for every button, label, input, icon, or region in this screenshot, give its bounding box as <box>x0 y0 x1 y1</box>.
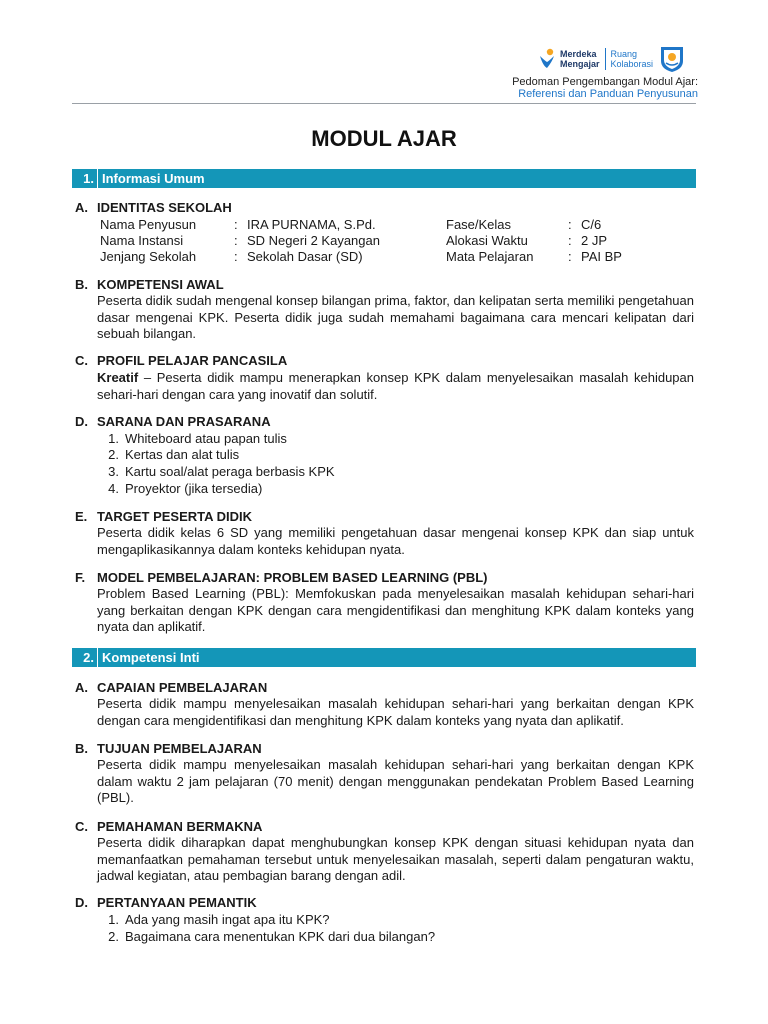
field-label: Alokasi Waktu <box>446 233 528 248</box>
list-number: 4. <box>108 481 119 496</box>
ministry-crest-icon <box>659 45 685 73</box>
field-label: Nama Instansi <box>100 233 184 248</box>
list-item: Kartu soal/alat peraga berbasis KPK <box>125 464 335 479</box>
paragraph-profil-pelajar: Kreatif – Peserta didik mampu menerapkan konsep KPK dalam menyelesaikan masalah kehidupan sehari-hari dengan cara yang inovatif dan solutif. <box>97 370 694 402</box>
field-label: Jenjang Sekolah <box>100 249 197 264</box>
list-number: 2. <box>108 929 119 944</box>
field-value: Sekolah Dasar (SD) <box>247 249 363 264</box>
list-item: Ada yang masih ingat apa itu KPK? <box>125 912 330 927</box>
page-title: MODUL AJAR <box>311 126 457 151</box>
field-colon: : <box>234 249 238 264</box>
paragraph-kompetensi-awal: Peserta didik sudah mengenal konsep bilangan prima, faktor, dan kelipatan serta memiliki pengetahuan dasar mengenai KPK. Peserta didik juga sudah memahami bagaimana cara mencari kelipatan dari sebuah bilangan. <box>97 293 694 341</box>
field-value: 2 JP <box>581 233 608 248</box>
header-subtitle-2: Referensi dan Panduan Penyusunan <box>518 88 698 100</box>
item-letter: A. <box>75 680 88 695</box>
heading-tujuan: TUJUAN PEMBELAJARAN <box>97 741 262 756</box>
item-letter: B. <box>75 741 88 756</box>
field-colon: : <box>568 249 572 264</box>
list-number: 3. <box>108 464 119 479</box>
bold-term: Kreatif <box>97 370 139 385</box>
list-number: 2. <box>108 447 119 462</box>
section-bar-kompetensi-inti: 2. Kompetensi Inti <box>72 648 696 667</box>
header-divider <box>72 103 696 104</box>
list-number: 1. <box>108 431 119 446</box>
paragraph-model-pembelajaran: Problem Based Learning (PBL): Memfokuskan pada menyelesaikan masalah kehidupan sehari-hari yang berkaitan dengan KPK dengan cara mengidentifikasi dan menghitung KPK dalam konteks yang nyata dan aplikatif. <box>97 586 694 634</box>
header-logo <box>538 44 685 74</box>
item-letter: E. <box>75 509 88 524</box>
field-label: Nama Penyusun <box>100 217 197 232</box>
list-number: 1. <box>108 912 119 927</box>
field-colon: : <box>234 217 238 232</box>
list-item: Proyektor (jika tersedia) <box>125 481 263 496</box>
field-colon: : <box>568 217 572 232</box>
item-letter: C. <box>75 353 88 368</box>
field-value: C/6 <box>581 217 602 232</box>
item-letter: C. <box>75 819 88 834</box>
heading-target-peserta: TARGET PESERTA DIDIK <box>97 509 253 524</box>
heading-sarana: SARANA DAN PRASARANA <box>97 414 271 429</box>
field-colon: : <box>234 233 238 248</box>
heading-pertanyaan-pemantik: PERTANYAAN PEMANTIK <box>97 895 257 910</box>
header-subtitle: Pedoman Pengembangan Modul Ajar: <box>512 76 698 88</box>
paragraph-capaian: Peserta didik mampu menyelesaikan masalah kehidupan sehari-hari yang berkaitan dengan KPK dengan cara mengidentifikasi dan menghitung KPK dalam konteks yang nyata dan aplikatif. <box>97 696 694 728</box>
paragraph-pemahaman: Peserta didik diharapkan dapat menghubungkan konsep KPK dengan situasi kehidupan nyata dan memanfaatkan pemahaman tersebut untuk menyelesaikan masalah, seperti dalam pengaturan waktu, jadwal kegiatan, atau pembagian barang dengan adil. <box>97 835 694 883</box>
item-letter: D. <box>75 414 88 429</box>
field-value: SD Negeri 2 Kayangan <box>247 233 380 248</box>
field-label: Mata Pelajaran <box>446 249 534 264</box>
ruang-kolaborasi-wordmark: Ruang Kolaborasi <box>610 49 654 69</box>
heading-model-pembelajaran: MODEL PEMBELAJARAN: PROBLEM BASED LEARNING (PBL) <box>97 570 488 585</box>
field-value: PAI BP <box>581 249 622 264</box>
field-value: IRA PURNAMA, S.Pd. <box>247 217 376 232</box>
heading-capaian: CAPAIAN PEMBELAJARAN <box>97 680 268 695</box>
paragraph-target-peserta: Peserta didik kelas 6 SD yang memiliki pengetahuan dasar mengenai konsep KPK dan siap untuk mengaplikasikannya dalam konteks kehidupan nyata. <box>97 525 694 557</box>
merdeka-mengajar-logo-icon <box>538 48 556 70</box>
heading-profil-pelajar: PROFIL PELAJAR PANCASILA <box>97 353 288 368</box>
heading-pemahaman: PEMAHAMAN BERMAKNA <box>97 819 263 834</box>
list-item: Kertas dan alat tulis <box>125 447 240 462</box>
field-colon: : <box>568 233 572 248</box>
item-letter: B. <box>75 277 88 292</box>
list-item: Bagaimana cara menentukan KPK dari dua bilangan? <box>125 929 436 944</box>
field-label: Fase/Kelas <box>446 217 512 232</box>
paragraph-tujuan: Peserta didik mampu menyelesaikan masalah kehidupan sehari-hari yang berkaitan dengan KPK dalam waktu 2 jam pelajaran (70 menit) dengan menggunakan pendekatan Problem Based Learning (PBL). <box>97 757 694 805</box>
heading-identitas-sekolah: IDENTITAS SEKOLAH <box>97 200 232 215</box>
section-bar-informasi-umum: 1. Informasi Umum <box>72 169 696 188</box>
list-item: Whiteboard atau papan tulis <box>125 431 287 446</box>
item-letter: F. <box>75 570 86 585</box>
heading-kompetensi-awal: KOMPETENSI AWAL <box>97 277 224 292</box>
item-letter: A. <box>75 200 88 215</box>
merdeka-mengajar-wordmark: Merdeka Mengajar <box>560 49 600 69</box>
item-letter: D. <box>75 895 88 910</box>
